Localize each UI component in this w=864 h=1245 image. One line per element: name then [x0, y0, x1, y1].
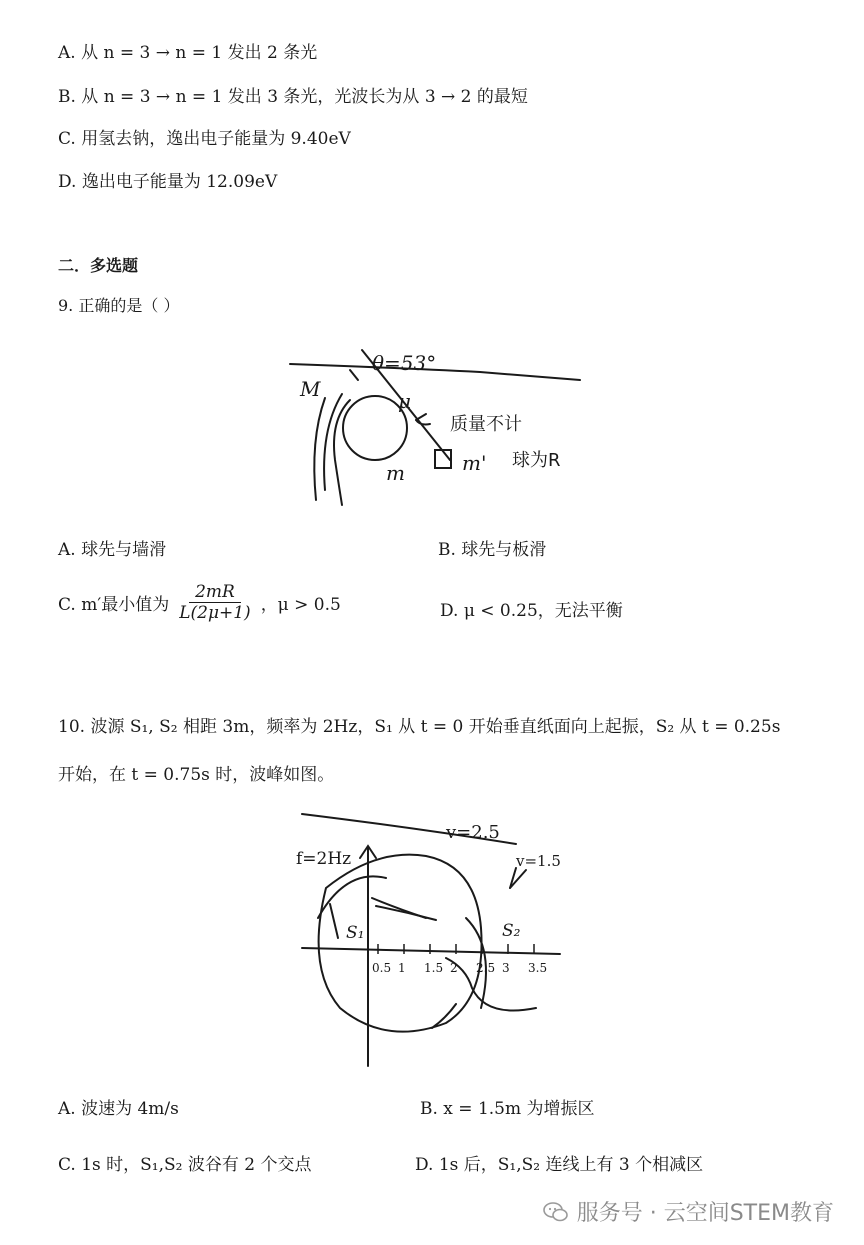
q9-option-c-suffix: ，μ > 0.5 [260, 595, 341, 615]
q10-tick-label: 1.5 [424, 961, 444, 975]
q8-option-c: C. 用氢去钠，逸出电子能量为 9.40eV [58, 129, 351, 149]
q10-stem-line2: 开始，在 t = 0.75s 时，波峰如图。 [58, 765, 335, 785]
q9-m-prime-label: m' [462, 451, 487, 475]
q10-v-label: v=2.5 [446, 822, 500, 843]
q9-stem: 9. 正确的是（ ） [58, 296, 180, 315]
q10-v2-label: v=1.5 [516, 852, 561, 870]
q9-radius-label: 球为R [512, 450, 561, 471]
q10-option-b: B. x = 1.5m 为增振区 [420, 1099, 595, 1119]
q10-option-a: A. 波速为 4m/s [58, 1099, 179, 1119]
q10-tick-label: 0.5 [372, 961, 392, 975]
q8-option-a: A. 从 n = 3 → n = 1 发出 2 条光 [58, 43, 318, 63]
q10-s2-label: S₂ [502, 921, 521, 941]
q9-big-m-label: M [300, 377, 321, 401]
q9-mu-label: μ [398, 389, 411, 413]
q10-s1-label: S₁ [346, 923, 365, 943]
q9-theta-label: θ=53° [372, 351, 437, 375]
q9-option-a: A. 球先与墙滑 [58, 540, 167, 560]
section-title: 二．多选题 [58, 256, 139, 275]
q9-sketch [280, 340, 590, 515]
q9-option-c-fraction [175, 582, 254, 623]
q10-tick-label: 2.5 [476, 961, 496, 975]
q9-option-c-prefix: C. m′最小值为 [58, 595, 170, 615]
q10-axis-ticks [372, 944, 547, 975]
q10-option-d: D. 1s 后，S₁,S₂ 连线上有 3 个相减区 [415, 1155, 704, 1175]
q9-fraction-denominator: L(2μ+1) [179, 603, 251, 623]
watermark [543, 1196, 834, 1227]
watermark-text: 服务号 · 云空间STEM教育 [576, 1201, 834, 1226]
q10-tick-label: 1 [398, 961, 406, 975]
q9-fraction-numerator: 2mR [189, 582, 241, 603]
q9-option-c [58, 582, 341, 623]
q9-option-d: D. μ < 0.25，无法平衡 [440, 601, 623, 621]
q9-option-b: B. 球先与板滑 [438, 540, 547, 560]
q9-small-m-label: m [386, 461, 405, 485]
q10-sketch [296, 808, 576, 1068]
q10-tick-label: 3 [502, 961, 510, 975]
q10-tick-label: 3.5 [528, 961, 548, 975]
q8-option-b: B. 从 n = 3 → n = 1 发出 3 条光，光波长为从 3 → 2 的最短 [58, 87, 528, 107]
q10-f-label: f=2Hz [296, 849, 352, 869]
q8-option-d: D. 逸出电子能量为 12.09eV [58, 172, 278, 192]
q10-stem-line1: 10. 波源 S₁, S₂ 相距 3m，频率为 2Hz，S₁ 从 t = 0 开始垂直纸面向上起振，S₂ 从 t = 0.25s [58, 717, 781, 737]
wechat-icon [543, 1201, 569, 1223]
q10-tick-label: 2 [450, 961, 458, 975]
q10-option-c: C. 1s 时，S₁,S₂ 波谷有 2 个交点 [58, 1155, 312, 1175]
q9-mass-note: 质量不计 [450, 414, 522, 435]
